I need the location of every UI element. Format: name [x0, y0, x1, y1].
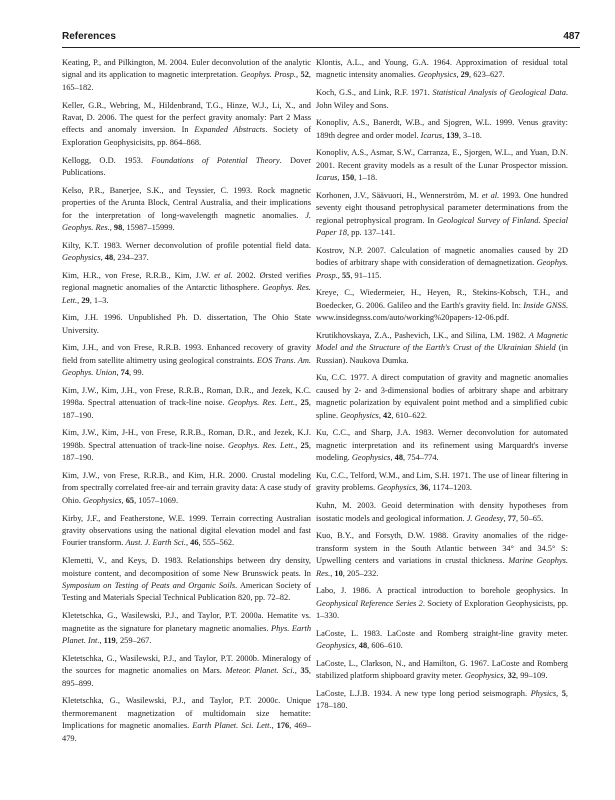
reference-volume: 119: [103, 636, 116, 646]
reference-entry: [316, 190, 568, 240]
reference-volume: 48: [394, 453, 403, 463]
reference-text: . American Society of Testing and Materials Special Technical Publication 820, pp. 72–82.: [62, 581, 311, 603]
reference-text: , 3–18.: [458, 130, 482, 140]
header-rule: [62, 47, 580, 48]
reference-entry: [62, 240, 311, 265]
reference-italic-text: Geophysics: [82, 495, 122, 505]
reference-text: , 895–899.: [62, 666, 311, 688]
reference-text: , 1174–1203.: [428, 483, 473, 493]
reference-text: ,: [116, 368, 121, 378]
reference-entry: [316, 87, 568, 112]
reference-entry: [62, 555, 311, 605]
left-reference-column: [62, 57, 311, 750]
reference-italic-text: J. Geodesy: [466, 513, 504, 523]
reference-italic-text: Marine Geophys. Res.: [316, 556, 568, 578]
reference-italic-text: Geophys. Prosp.: [240, 70, 297, 80]
reference-text: ,: [442, 130, 447, 140]
reference-italic-text: J. Geophys. Res.: [62, 210, 311, 232]
reference-text: Kletetschka, G., Wasilewski, P.J., and Taylor, P.T. 2000c. Unique thermoremanent magnetization of multidomain size hematite: Implications for magnetic anomalies.: [62, 696, 311, 731]
reference-entry: [316, 57, 568, 82]
running-header: [62, 31, 580, 47]
reference-text: ,: [378, 410, 383, 420]
reference-volume: 77: [507, 513, 517, 523]
reference-text: 2002. Ørsted verifies regional magnetic anomalies of the Antarctic lithosphere.: [62, 270, 311, 293]
reference-italic-text: Geophys. Res. Lett.: [227, 440, 296, 450]
reference-text: . www.insidegnss.com/auto/working%20papers-12-06.pdf.: [316, 300, 568, 323]
reference-text: Kuo, B.Y., and Forsyth, D.W. 1988. Gravity anomalies of the ridge-transform system in the South Atlantic between 34° and 34.5° S: Upwelling centers and variations in crustal thickness.: [316, 531, 568, 566]
reference-entry: [316, 500, 568, 525]
right-reference-column: [316, 57, 568, 718]
reference-italic-text: Geophysics: [377, 483, 416, 493]
reference-text: ,: [503, 671, 508, 681]
reference-volume: 98: [113, 223, 123, 232]
reference-volume: 25: [300, 398, 309, 408]
reference-entry: [62, 342, 311, 379]
reference-text: Krutikhovskaya, Z.A., Pashevich, I.K., and Silina, I.M. 1982.: [316, 330, 529, 340]
reference-italic-text: et al.: [214, 270, 233, 280]
reference-italic-text: Symposium on Testing of Peats and Organic Soils: [62, 581, 236, 591]
reference-italic-text: Earth Planet. Sci. Lett.: [192, 721, 272, 731]
reference-text: Kletetschka, G., Wasilewski, P.J., and Taylor, P.T. 2000b. Mineralogy of the sources for magnetic anomalies on Mars.: [62, 653, 311, 676]
reference-text: (in Russian). Naukova Dumka.: [316, 343, 568, 365]
reference-volume: 32: [507, 671, 517, 681]
reference-text: , pp. 137–141.: [346, 228, 396, 238]
reference-italic-text: Icarus: [316, 173, 338, 183]
reference-text: Koch, G.S., and Link, R.F. 1971.: [316, 88, 433, 98]
reference-italic-text: Geophysical Reference Series 2: [316, 598, 423, 608]
reference-text: . Society of Exploration Geophysicists, pp. 1–330.: [316, 598, 568, 621]
reference-text: . Dover Publications.: [62, 155, 311, 177]
reference-text: , 178–180.: [316, 688, 569, 711]
reference-text: , 606–610.: [367, 641, 403, 651]
reference-text: , 555–562.: [198, 538, 235, 548]
reference-entry: [316, 585, 568, 622]
reference-italic-text: Meteor. Planet. Sci.: [225, 666, 295, 676]
reference-text: , 91–115.: [350, 270, 382, 280]
reference-text: , 754–774.: [403, 453, 439, 463]
reference-entry: [316, 427, 568, 464]
reference-text: Keating, P., and Pilkington, M. 2004. Euler deconvolution of the analytic signal and its application to magnetic interpretation.: [62, 58, 311, 80]
reference-text: ,: [185, 538, 191, 548]
reference-text: , 187–190.: [62, 440, 311, 463]
reference-text: Klemetti, V., and Keys, D. 1983. Relationships between dry density, moisture content, and decomposition of some New Brunswick peats. In: [62, 556, 311, 578]
reference-text: , 623–627.: [469, 70, 505, 80]
reference-text: Kellogg, O.D. 1953.: [62, 155, 152, 165]
reference-italic-text: Geophysics: [340, 410, 379, 420]
reference-text: ,: [121, 495, 126, 505]
reference-italic-text: Geophysics: [464, 671, 504, 681]
reference-text: , 165–182.: [62, 70, 311, 92]
reference-entry: [316, 117, 568, 142]
reference-italic-text: Phys. Earth Planet. Int.: [62, 623, 312, 646]
reference-entry: [62, 185, 311, 235]
reference-text: ,: [330, 568, 335, 578]
reference-text: , 50–65.: [516, 513, 544, 523]
reference-italic-text: Statistical Analysis of Geological Data: [432, 88, 566, 98]
reference-entry: [62, 270, 311, 307]
reference-entry: [316, 658, 568, 683]
reference-text: Kelso, P.R., Banerjee, S.K., and Teyssier, C. 1993. Rock magnetic properties of the Arunta Block, Central Australia, and their implications for the interpretation of long-wavelength magnetic anomalies.: [62, 185, 311, 220]
reference-volume: 29: [81, 295, 90, 305]
reference-text: Kostrov, N.P. 2007. Calculation of magnetic anomalies caused by 2D bodies of arbitrary shape with consideration of demagnetization.: [316, 245, 568, 268]
reference-text: ,: [337, 270, 342, 280]
reference-text: , 469–479.: [62, 721, 312, 743]
reference-text: 1993. One hundred seventy eight thousand petrophysical parameter determinations from the regional petrophysical program. In: [316, 190, 568, 225]
reference-entry: [316, 530, 568, 580]
reference-italic-text: Geological Survey of Finland. Special Paper 18: [316, 215, 568, 238]
reference-volume: 36: [419, 483, 429, 493]
reference-text: ,: [295, 440, 301, 450]
reference-entry: [316, 287, 568, 324]
reference-italic-text: Geophysics: [316, 641, 355, 651]
reference-text: ,: [271, 721, 277, 731]
reference-text: ,: [295, 398, 301, 408]
reference-text: , 259–267.: [115, 636, 152, 646]
reference-text: Klontis, A.L., and Young, G.A. 1964. Approximation of residual total magnetic intensity anomalies.: [316, 58, 568, 80]
section-title: References: [62, 31, 116, 42]
reference-text: Kletetschka, G., Wasilewski, P.J., and Taylor, P.T. 2000a. Hematite vs. magnetite as the signature for planetary magnetic anomalies.: [62, 611, 311, 633]
reference-entry: [62, 610, 311, 647]
reference-entry: [62, 155, 311, 180]
reference-text: Kilty, K.T. 1983. Werner deconvolution of profile potential field data.: [62, 240, 311, 250]
reference-volume: 65: [125, 495, 135, 505]
reference-italic-text: Geophys. Prosp.: [316, 258, 568, 280]
reference-entry: [62, 385, 311, 422]
reference-volume: 46: [190, 538, 199, 548]
reference-text: ,: [456, 70, 461, 80]
reference-text: ,: [390, 453, 395, 463]
reference-text: , 99–109.: [516, 671, 548, 681]
reference-entry: [316, 470, 568, 495]
reference-text: ,: [77, 295, 82, 305]
page-number: 487: [563, 31, 580, 42]
reference-text: ,: [337, 173, 342, 183]
reference-text: Konopliv, A.S., Asmar, S.W., Carranza, E., Sjorgen, W.L., and Yuan, D.N. 2001. Recent gravity models as a result of the Lunar Prospector mission.: [316, 148, 568, 170]
reference-volume: 48: [358, 641, 368, 651]
reference-entry: [62, 427, 311, 464]
reference-text: Kirby, J.F., and Featherstone, W.E. 1999. Terrain correcting Australian gravity observations using the national digital elevation model and fast Fourier transform.: [62, 513, 311, 548]
reference-italic-text: et al.: [481, 190, 500, 200]
reference-italic-text: Physics: [530, 688, 557, 698]
reference-text: ,: [99, 636, 104, 646]
reference-entry: [316, 688, 568, 713]
reference-volume: 55: [341, 270, 351, 280]
reference-italic-text: Geophysics: [417, 70, 457, 80]
reference-italic-text: Foundations of Potential Theory: [151, 155, 280, 165]
reference-italic-text: Geophys. Res. Lett.: [227, 398, 296, 408]
reference-entry: [62, 312, 311, 337]
reference-text: ,: [294, 666, 301, 676]
reference-text: , 610–622.: [391, 410, 427, 420]
reference-text: LaCoste, L.J.B. 1934. A new type long period seismograph.: [316, 688, 531, 698]
reference-text: , 15987–15999.: [122, 223, 175, 232]
reference-text: ,: [296, 70, 301, 80]
reference-italic-text: A Magnetic Model and the Structure of the Earth's Crust of the Ukrainian Shield: [316, 330, 568, 353]
reference-italic-text: EOS Trans. Am. Geophys. Union: [62, 355, 311, 378]
reference-volume: 74: [120, 368, 129, 378]
reference-volume: 25: [300, 440, 309, 450]
reference-volume: 29: [460, 70, 470, 80]
reference-text: , 1057–1069.: [134, 495, 179, 505]
reference-text: . Society of Exploration Geophysicisits, pp. 864–868.: [62, 125, 311, 147]
reference-text: , 205–232.: [342, 568, 379, 578]
reference-entry: [316, 147, 568, 184]
reference-volume: 42: [383, 410, 392, 420]
reference-entry: [316, 372, 568, 422]
reference-italic-text: Icarus: [420, 130, 443, 140]
reference-entry: [62, 653, 311, 690]
reference-text: LaCoste, L., Clarkson, N., and Hamilton, G. 1967. LaCoste and Romberg stabilized platform shipboard gravity meter.: [316, 658, 568, 681]
reference-text: Korhonen, J.V., Säävuori, H., Wennerström, M.: [316, 190, 482, 200]
reference-italic-text: Geophys. Res. Lett.: [62, 283, 311, 305]
reference-text: Ku, C.C. 1977. A direct computation of gravity and magnetic anomalies caused by 2- and 3-dimensional bodies of arbitrary shape and arbitrary magnetic polarization by equivalent point method and a simplified cubic spline.: [316, 373, 568, 420]
reference-volume: 35: [300, 666, 309, 676]
reference-text: LaCoste, L. 1983. LaCoste and Romberg straight-line gravity meter.: [316, 628, 568, 638]
reference-text: ,: [556, 688, 562, 698]
reference-volume: 48: [104, 253, 114, 263]
reference-entry: [62, 513, 311, 550]
reference-italic-text: Inside GNSS: [523, 300, 566, 310]
reference-italic-text: Expanded Abstracts: [194, 125, 266, 135]
reference-volume: 5: [561, 688, 566, 698]
reference-volume: 150: [341, 173, 355, 183]
reference-entry: [62, 100, 311, 150]
reference-volume: 176: [276, 721, 290, 731]
reference-text: , 234–237.: [113, 253, 149, 263]
reference-text: , 1–18.: [354, 173, 378, 183]
reference-text: ,: [354, 641, 359, 651]
reference-entry: [62, 470, 311, 507]
reference-text: Kim, J.W., Kim, J.H., von Frese, R.R.B., Roman, D.R., and Jezek, K.C. 1998a. Spectral attenuation of track-line noise.: [62, 385, 311, 408]
reference-entry: [316, 628, 568, 653]
reference-entry: [62, 695, 311, 745]
reference-volume: 52: [300, 70, 309, 80]
reference-text: Keller, G.R., Webring, M., Hildenbrand, T.G., Hinze, W.J., Li, X., and Ravat, D. 2006. The quest for the perfect gravity anomaly: Part 2 Mass effects and anomaly inversion. In: [62, 100, 311, 135]
reference-volume: 139: [446, 130, 459, 140]
reference-text: Labo, J. 1986. A practical introduction to borehole geophysics. In: [316, 586, 568, 596]
reference-text: , 1–3.: [89, 295, 109, 305]
reference-text: Kuhn, M. 2003. Geoid determination with density hypotheses from isostatic models and geological information.: [316, 501, 568, 523]
reference-text: Kim, J.H., and von Frese, R.R.B. 1993. Enhanced recovery of gravity field from satellite altimetry using geological constraints.: [62, 343, 311, 365]
reference-text: ,: [415, 483, 420, 493]
reference-text: , 99.: [129, 368, 144, 378]
reference-text: Kim, H.R., von Frese, R.R.B., Kim, J.W.: [62, 270, 215, 280]
reference-text: Ku, C.C., and Sharp, J.A. 1983. Werner deconvolution for automated magnetic interpretation and its refinement using Marquardt's inverse modeling.: [316, 428, 568, 463]
reference-italic-text: Geophysics: [351, 453, 391, 463]
reference-entry: [316, 245, 568, 282]
reference-text: Ku, C.C., Telford, W.M., and Lim, S.H. 1971. The use of linear filtering in gravity problems.: [316, 471, 568, 493]
reference-entry: [316, 330, 568, 367]
reference-text: , 187–190.: [62, 398, 311, 420]
reference-italic-text: Aust. J. Earth Sci.: [125, 538, 186, 548]
reference-entry: [62, 57, 311, 94]
reference-text: Konopliv, A.S., Banerdt, W.B., and Sjogren, W.L. 1999. Venus gravity: 189th degree and order model.: [316, 118, 568, 140]
reference-text: ,: [109, 223, 114, 232]
reference-italic-text: Geophysics: [62, 253, 101, 263]
reference-text: Kreye, C., Wiedermeier, H., Heyen, R., Stekins-Kobsch, T.H., and Boedecker, G. 2006. Galileo and the Earth's gravity field. In:: [316, 288, 568, 310]
reference-text: Kim, J.W., Kim, J-H., von Frese, R.R.B., Roman, D.R., and Jezek, K.J. 1998b. Spectral attenuation of track-line noise.: [62, 428, 311, 450]
reference-text: ,: [503, 513, 508, 523]
reference-text: . John Wiley and Sons.: [316, 88, 568, 110]
reference-text: Kim, J.H. 1996. Unpublished Ph. D. dissertation, The Ohio State University.: [62, 313, 311, 335]
reference-text: Kim, J.W., von Frese, R.R.B., and Kim, H.R. 2000. Crustal modeling from spectrally correlated free-air and terrain gravity data: A case study of Ohio.: [62, 471, 311, 505]
reference-text: ,: [100, 253, 105, 263]
reference-volume: 10: [334, 568, 343, 578]
